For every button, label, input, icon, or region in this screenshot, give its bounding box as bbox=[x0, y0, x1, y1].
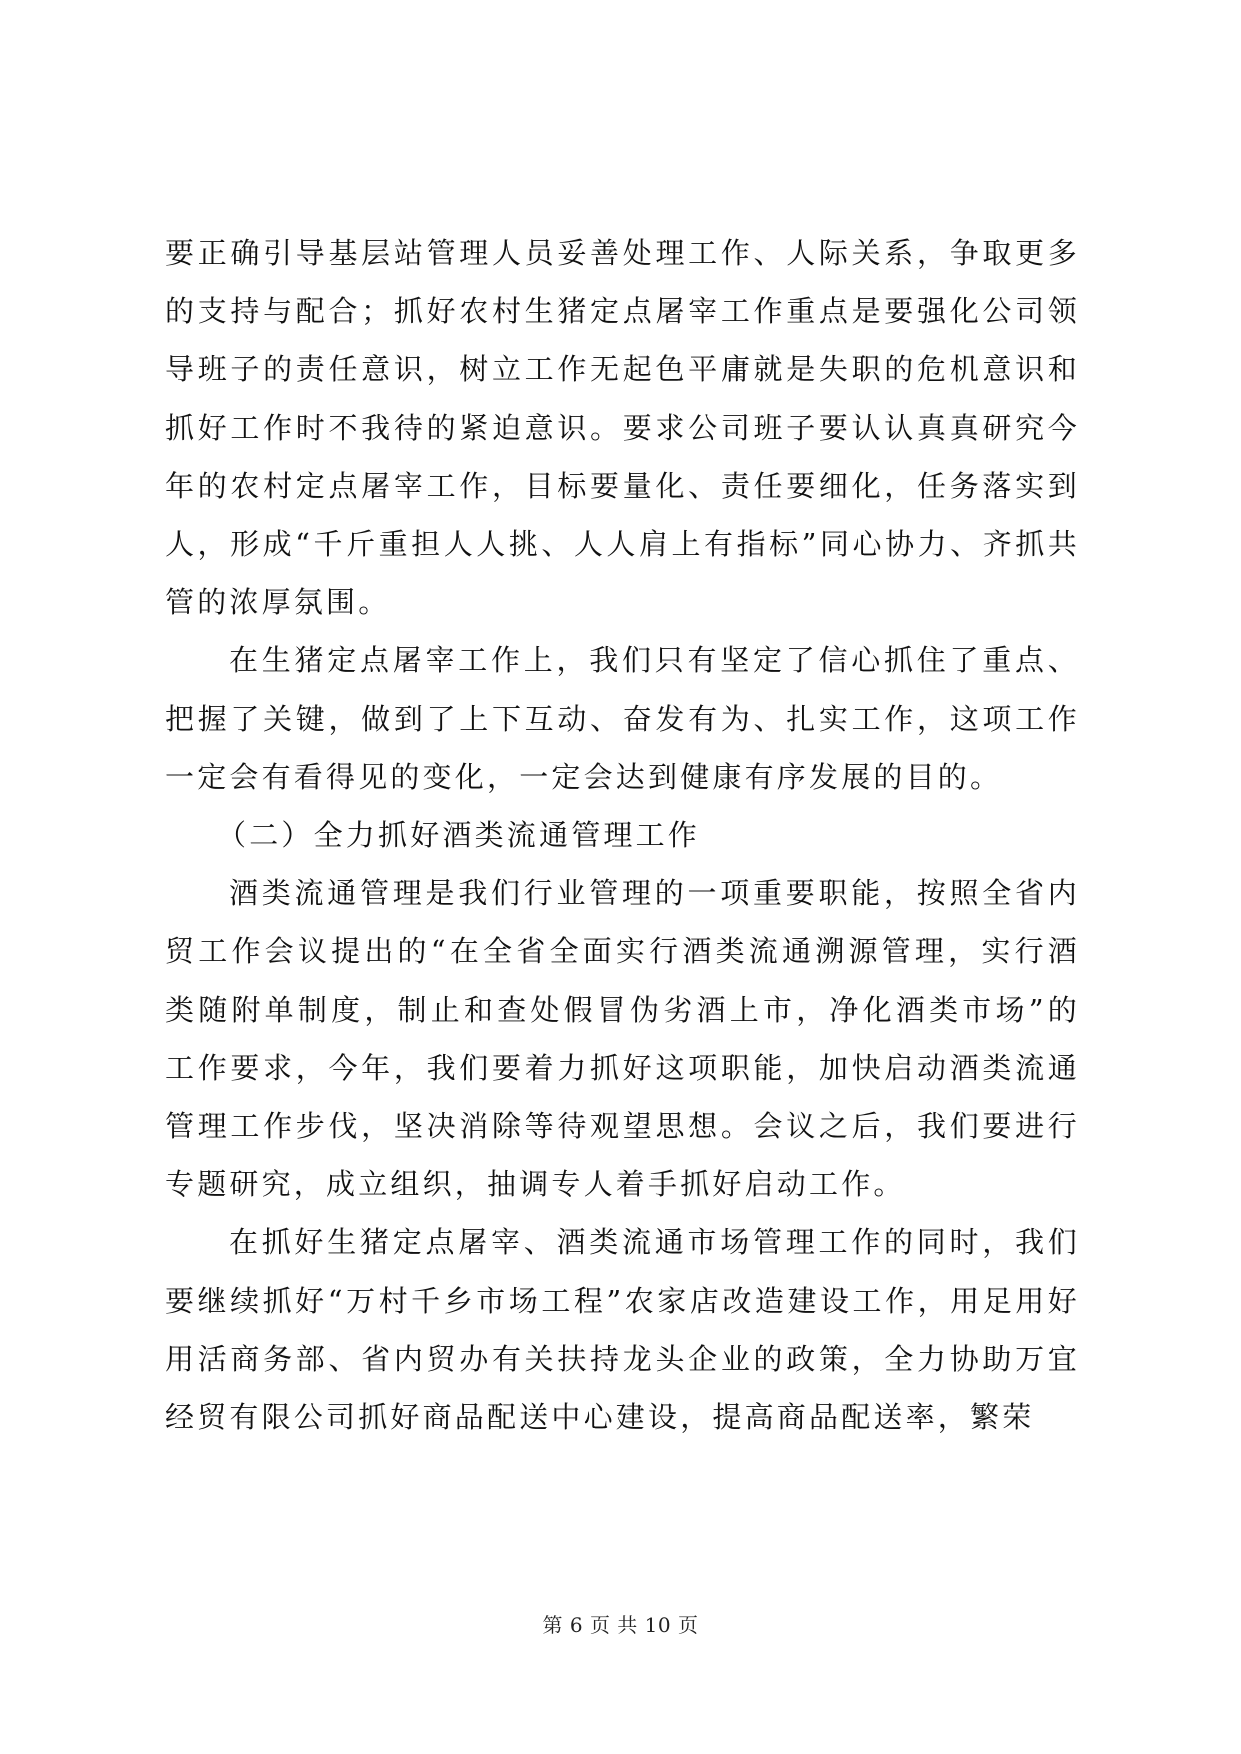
document-body bbox=[165, 224, 1080, 1446]
paragraph-market-project: 在抓好生猪定点屠宰、酒类流通市场管理工作的同时，我们要继续抓好“万村千乡市场工程”农家店改造建设工作，用足用好用活商务部、省内贸办有关扶持龙头企业的政策，全力协助万宜经贸有限公司抓好商品配送中心建设，提高商品配送率，繁荣 bbox=[165, 1225, 1080, 1435]
page-footer: 第 6 页 共 10 页 bbox=[542, 1613, 699, 1637]
paragraph-continued: 要正确引导基层站管理人员妥善处理工作、人际关系，争取更多的支持与配合；抓好农村生猪定点屠宰工作重点是要强化公司领导班子的责任意识，树立工作无起色平庸就是失职的危机意识和抓好工作时不我待的紧迫意识。要求公司班子要认认真真研究今年的农村定点屠宰工作，目标要量化、责任要细化，任务落实到人，形成“千斤重担人人挑、人人肩上有指标”同心协力、齐抓共管的浓厚氛围。 bbox=[165, 236, 1080, 620]
paragraph-liquor-management: 酒类流通管理是我们行业管理的一项重要职能，按照全省内贸工作会议提出的“在全省全面实行酒类流通溯源管理，实行酒类随附单制度，制止和查处假冒伪劣酒上市，净化酒类市场”的工作要求，今年，我们要着力抓好这项职能，加快启动酒类流通管理工作步伐，坚决消除等待观望思想。会议之后，我们要进行专题研究，成立组织，抽调专人着手抓好启动工作。 bbox=[165, 876, 1080, 1202]
paragraph-slaughter-summary: 在生猪定点屠宰工作上，我们只有坚定了信心抓住了重点、把握了关键，做到了上下互动、奋发有为、扎实工作，这项工作一定会有看得见的变化，一定会达到健康有序发展的目的。 bbox=[165, 643, 1080, 794]
section-heading: （二）全力抓好酒类流通管理工作 bbox=[217, 818, 701, 853]
